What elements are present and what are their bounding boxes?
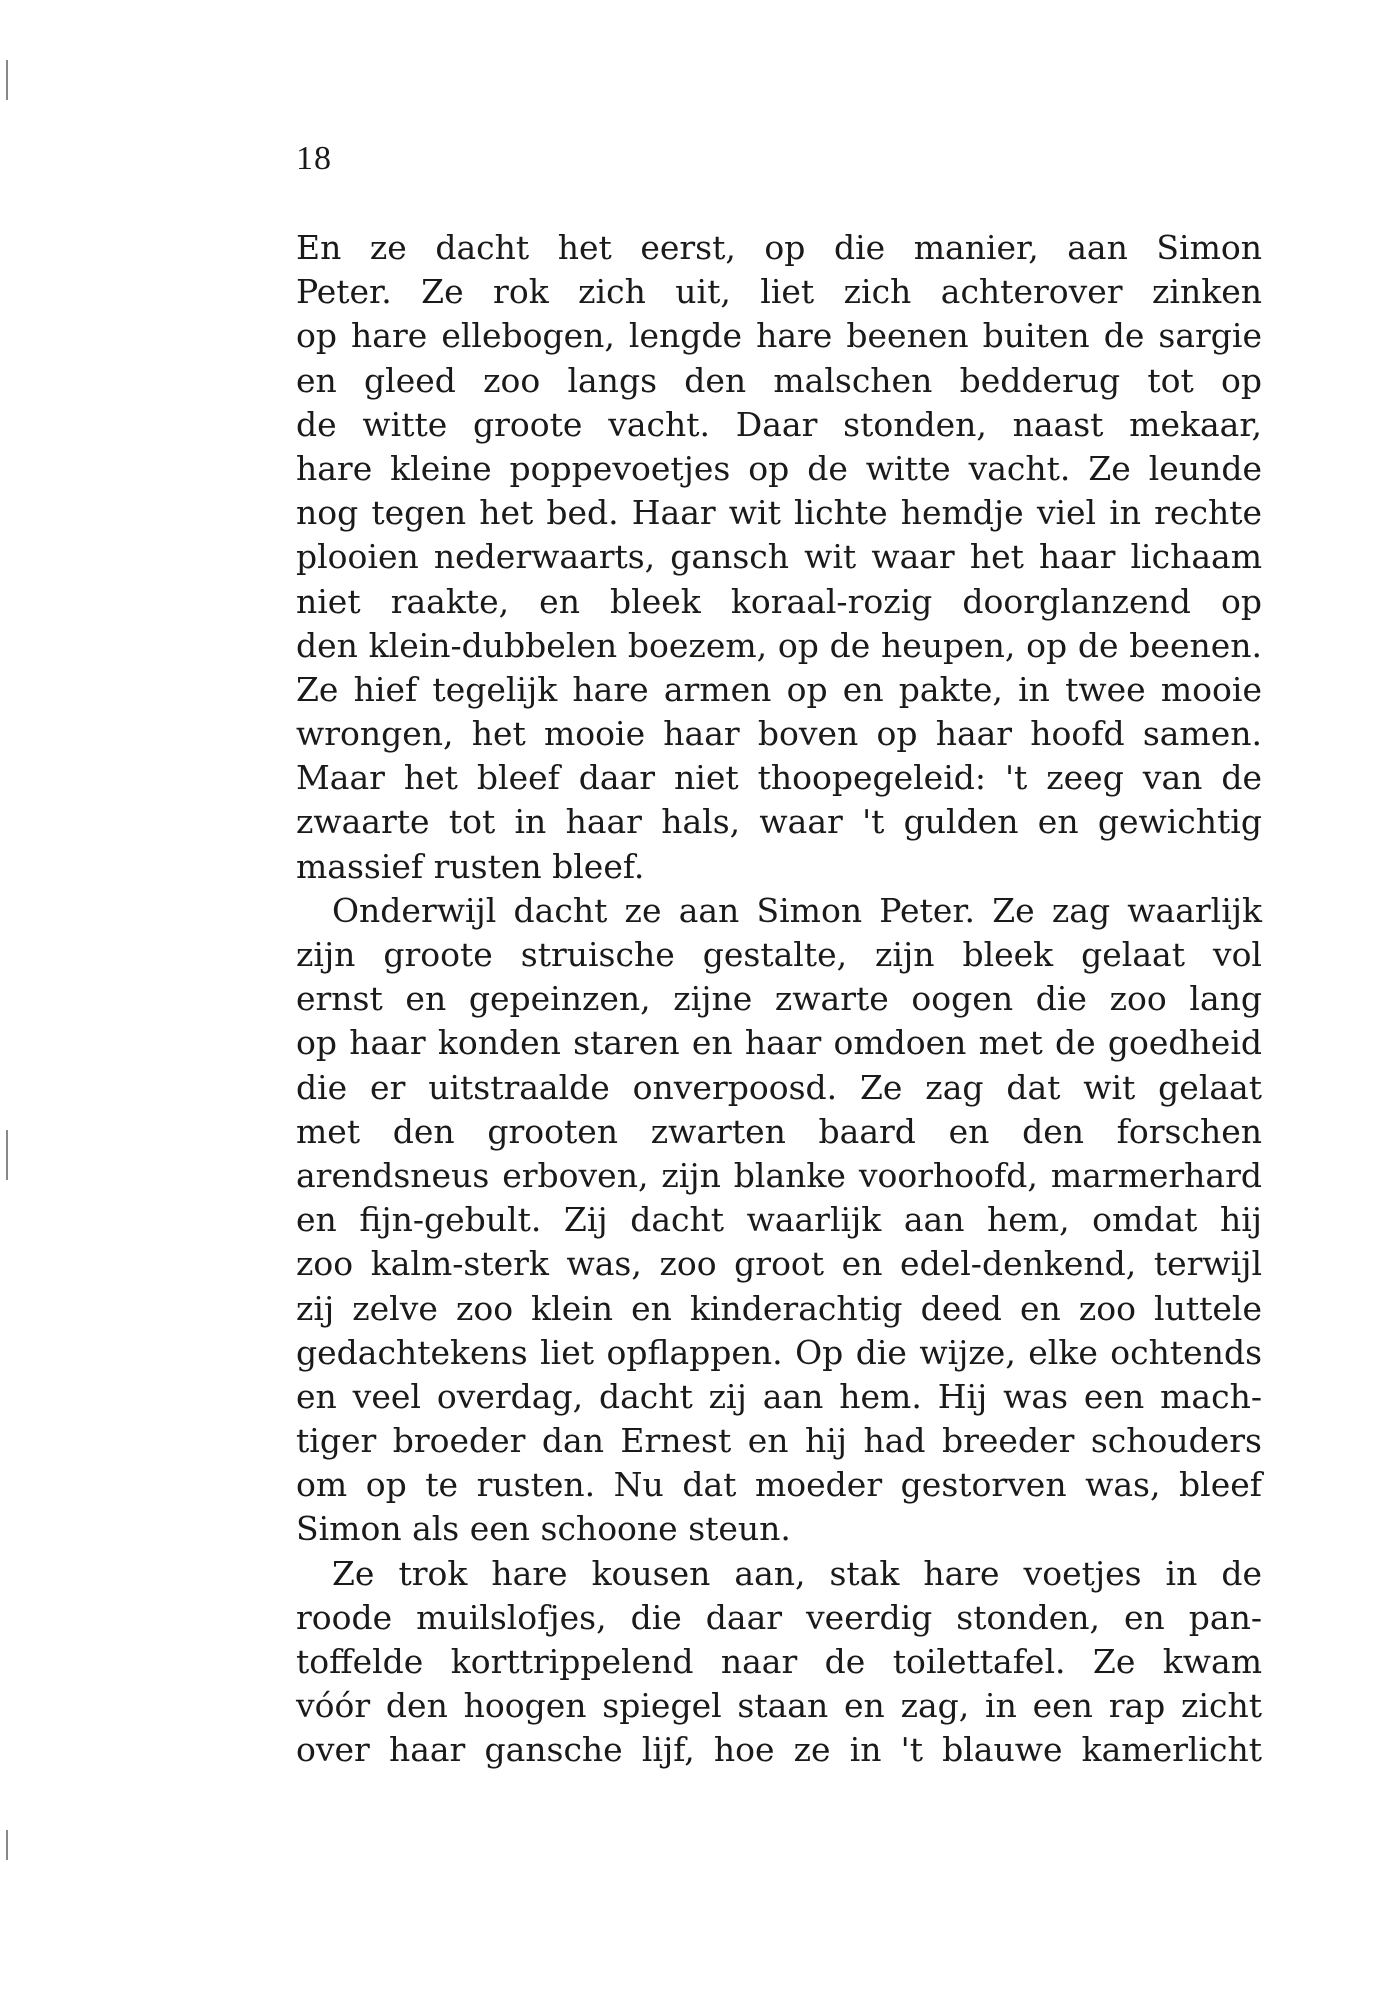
text-line: wrongen, het mooie haar boven op haar hoofd samen. — [296, 714, 1262, 754]
text-line: nog tegen het bed. Haar wit lichte hemdje viel in rechte — [296, 493, 1262, 533]
text-line: ernst en gepeinzen, zijne zwarte oogen die zoo lang — [296, 979, 1262, 1019]
text-line: tiger broeder dan Ernest en hij had breeder schouders — [296, 1421, 1262, 1461]
text-line: zij zelve zoo klein en kinderachtig deed en zoo luttele — [296, 1288, 1262, 1328]
text-line: over haar gansche lijf, hoe ze in 't blauwe kamerlicht — [296, 1730, 1262, 1770]
text-line: toffelde korttrippelend naar de toilettafel. Ze kwam — [296, 1642, 1262, 1681]
text-line: en gleed zoo langs den malschen bedderug tot op — [296, 360, 1262, 400]
text-line: En ze dacht het eerst, op die manier, aan Simon — [296, 228, 1262, 267]
text-line: op haar konden staren en haar omdoen met de goedheid — [296, 1023, 1262, 1063]
text-line-paragraph-end: Simon als een schoone steun. — [296, 1509, 791, 1549]
text-line: vóór den hoogen spiegel staan en zag, in een rap zicht — [296, 1686, 1262, 1726]
text-line: niet raakte, en bleek koraal-rozig doorglanzend op — [296, 581, 1262, 621]
text-line: Maar het bleef daar niet thoopegeleid: 't zeeg van de — [296, 758, 1262, 798]
scan-edge-mark — [6, 1830, 8, 1860]
text-line-paragraph-start: Ze trok hare kousen aan, stak hare voetjes in de — [332, 1553, 1262, 1593]
text-line: en veel overdag, dacht zij aan hem. Hij was een mach- — [296, 1376, 1262, 1416]
scan-edge-mark — [6, 1130, 8, 1180]
text-line: de witte groote vacht. Daar stonden, naast mekaar, — [296, 404, 1262, 444]
scan-edge-mark — [6, 60, 8, 100]
text-line: op hare ellebogen, lengde hare beenen buiten de sargie — [296, 316, 1262, 356]
text-line: den klein-dubbelen boezem, op de heupen, op de beenen. — [296, 625, 1262, 665]
body-text — [296, 226, 1262, 1773]
page-number: 18 — [296, 140, 332, 177]
text-line: met den grooten zwarten baard en den forschen — [296, 1111, 1262, 1151]
text-line: arendsneus erboven, zijn blanke voorhoofd, marmerhard — [296, 1155, 1262, 1195]
text-line: zoo kalm-sterk was, zoo groot en edel-denkend, terwijl — [296, 1244, 1262, 1284]
text-line: plooien nederwaarts, gansch wit waar het haar lichaam — [296, 537, 1262, 577]
text-line-paragraph-end: massief rusten bleef. — [296, 846, 645, 886]
text-line: gedachtekens liet opflappen. Op die wijze, elke ochtends — [296, 1332, 1262, 1372]
text-line: Peter. Ze rok zich uit, liet zich achterover zinken — [296, 272, 1262, 312]
text-line: Ze hief tegelijk hare armen op en pakte, in twee mooie — [296, 669, 1262, 709]
text-line: die er uitstraalde onverpoosd. Ze zag dat wit gelaat — [296, 1067, 1262, 1107]
text-line: en fijn-gebult. Zij dacht waarlijk aan hem, omdat hij — [296, 1200, 1262, 1240]
text-line: zwaarte tot in haar hals, waar 't gulden en gewichtig — [296, 802, 1262, 842]
text-line: hare kleine poppevoetjes op de witte vacht. Ze leunde — [296, 448, 1262, 488]
text-line: om op te rusten. Nu dat moeder gestorven was, bleef — [296, 1465, 1262, 1505]
text-line: roode muilslofjes, die daar veerdig stonden, en pan- — [296, 1597, 1262, 1637]
text-line-paragraph-start: Onderwijl dacht ze aan Simon Peter. Ze zag waarlijk — [332, 890, 1262, 930]
text-line: zijn groote struische gestalte, zijn bleek gelaat vol — [296, 935, 1262, 974]
